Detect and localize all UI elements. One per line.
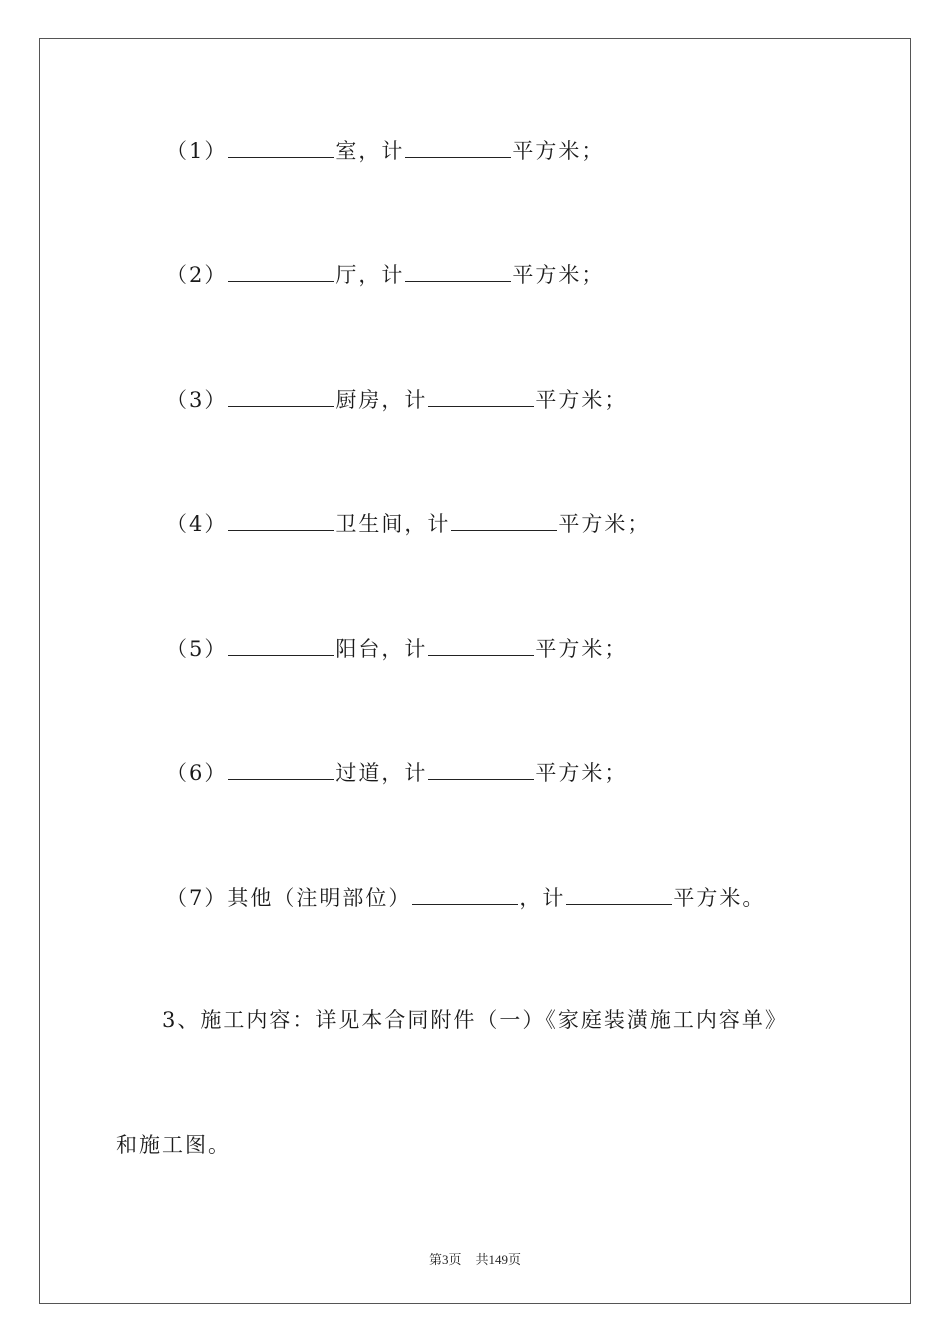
blank-field [451, 512, 557, 531]
blank-field [228, 388, 334, 407]
item-7-prefix: （7）其他（注明部位） [166, 886, 412, 910]
clause-3-line-1: 3、施工内容：详见本合同附件（一）《家庭装潢施工内容单》 [162, 1008, 788, 1032]
blank-field [428, 761, 534, 780]
item-4 [166, 512, 650, 535]
item-number: （2） [166, 263, 228, 287]
blank-field [228, 263, 334, 282]
clause-3-line-2: 和施工图。 [116, 1133, 231, 1157]
item-unit: 平方米； [535, 388, 628, 412]
item-7-mid: ，计 [519, 886, 566, 910]
item-unit: 平方米； [512, 139, 605, 163]
item-1 [166, 139, 604, 162]
item-unit: 平方米； [512, 263, 605, 287]
item-unit: 平方米； [535, 637, 628, 661]
blank-field [412, 886, 518, 905]
item-number: （3） [166, 388, 228, 412]
item-unit: 平方米； [558, 512, 651, 536]
item-5 [166, 637, 627, 660]
item-6 [166, 761, 627, 784]
item-2 [166, 263, 604, 286]
item-room: 厅，计 [335, 263, 405, 287]
page-footer [0, 1249, 950, 1268]
item-room: 厨房，计 [335, 388, 428, 412]
item-room: 卫生间，计 [335, 512, 451, 536]
blank-field [566, 886, 672, 905]
page-number: 第3页 [428, 1252, 462, 1267]
item-7 [166, 886, 765, 909]
blank-field [428, 637, 534, 656]
page-total: 共149页 [475, 1252, 522, 1267]
item-number: （5） [166, 637, 228, 661]
blank-field [405, 139, 511, 158]
blank-field [428, 388, 534, 407]
blank-field [228, 761, 334, 780]
page-border [39, 38, 911, 1304]
item-room: 过道，计 [335, 761, 428, 785]
blank-field [228, 139, 334, 158]
blank-field [228, 637, 334, 656]
item-3 [166, 388, 627, 411]
blank-field [405, 263, 511, 282]
item-7-unit: 平方米。 [673, 886, 766, 910]
item-room: 室，计 [335, 139, 405, 163]
item-number: （6） [166, 761, 228, 785]
item-number: （1） [166, 139, 228, 163]
item-number: （4） [166, 512, 228, 536]
blank-field [228, 512, 334, 531]
item-room: 阳台，计 [335, 637, 428, 661]
item-unit: 平方米； [535, 761, 628, 785]
